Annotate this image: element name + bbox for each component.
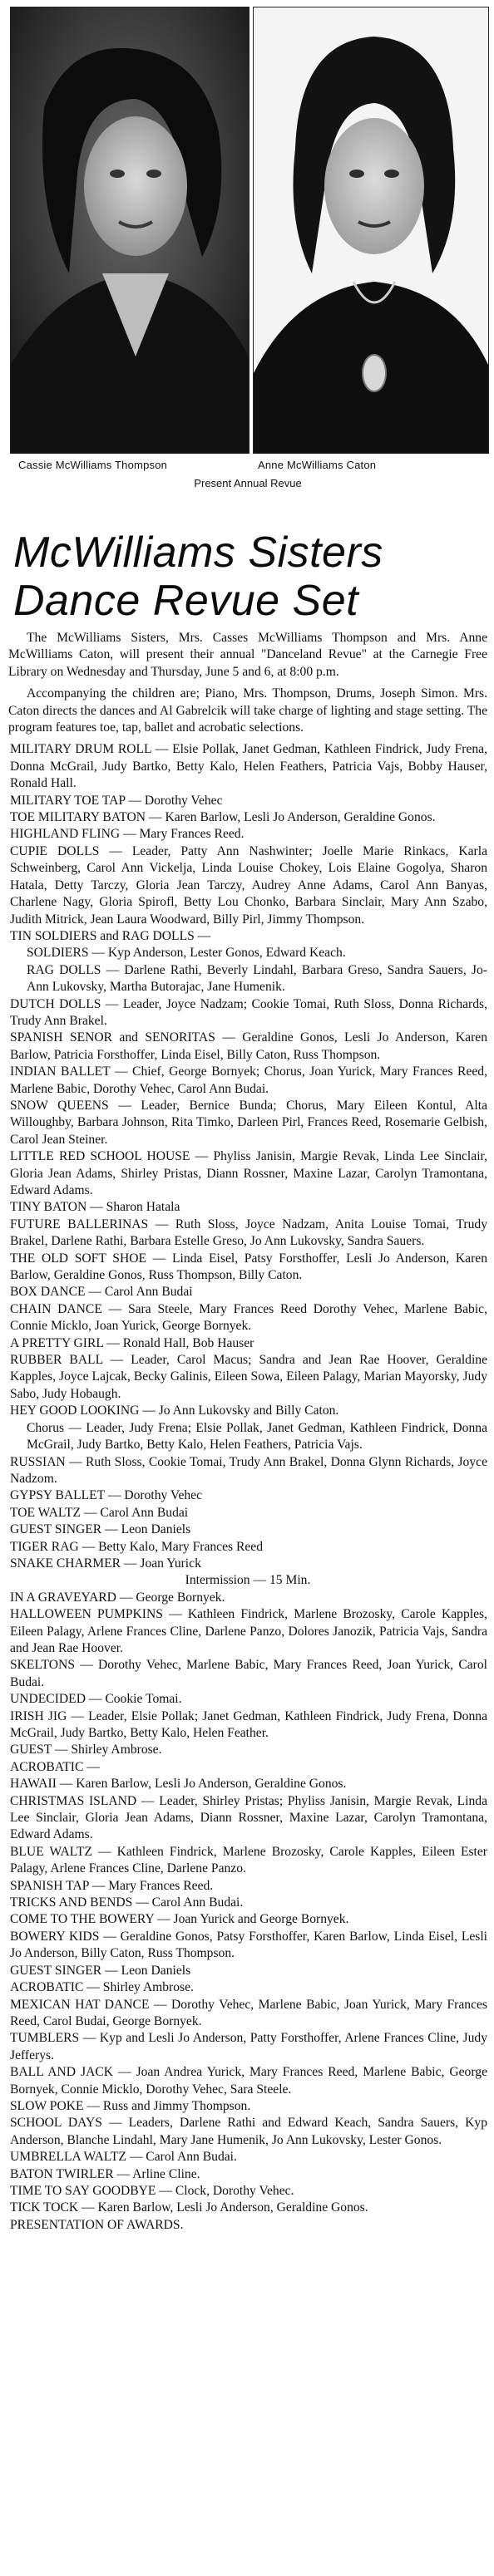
program-entry: SPANISH SENOR and SENORITAS — Geraldine Gonos, Lesli Jo Anderson, Karen Barlow, Patricia Forsthoffer, Linda Eisel, Billy Caton, Russ Thompson. xyxy=(10,1030,487,1062)
intro-paragraph: The McWilliams Sisters, Mrs. Casses McWilliams Thompson and Mrs. Anne McWilliams Caton, will present their annual "Danceland Revue" at the Carnegie Free Library on Wednesday and Thursday, June 5 and 6, at 8:00 p.m. xyxy=(8,631,487,679)
program-entry: BATON TWIRLER — Arline Cline. xyxy=(10,2166,200,2181)
portrait-image-right xyxy=(254,7,488,453)
program-entry: SOLDIERS — Kyp Anderson, Lester Gonos, Edward Keach. xyxy=(27,946,346,961)
intermission-note: Intermission — 15 Min. xyxy=(185,1573,311,1588)
program-entry: GYPSY BALLET — Dorothy Vehec xyxy=(10,1488,203,1503)
program-entry: TINY BATON — Sharon Hatala xyxy=(10,1200,180,1215)
program-entry: THE OLD SOFT SHOE — Linda Eisel, Patsy Forsthoffer, Lesli Jo Anderson, Karen Barlow, Geraldine Gonos, Russ Thompson, Billy Caton. xyxy=(10,1251,487,1283)
program-entry: CUPIE DOLLS — Leader, Patty Ann Nashwinter; Joelle Marie Rinkacs, Karla Schweinberg, Carol Ann Vickelja, Linda Louise Chokey, Lois Elaine Gogolya, Sharon Hatala, Detty Tarczy, Gloria Jean Tarczy, Audrey Anne Adams, Carol Ann Banyas, Charlene Nagy, Gloria Spirofl, Betty Lou Chonko, Barbara Sinclair, Mary Ann Szabo, Judith Mitrick, Jean Laura Woodward, Billy Pirl, Jimmy Thompson. xyxy=(10,843,487,927)
article-body xyxy=(8,630,487,2234)
intro-paragraph: Accompanying the children are; Piano, Mrs. Thompson, Drums, Joseph Simon. Mrs. Caton directs the dances and Al Gabrelcik will take charge of lighting and stage setting. The program features toe, tap, ballet and acrobatic selections. xyxy=(8,686,487,735)
program-entry: SLOW POKE — Russ and Jimmy Thompson. xyxy=(10,2098,251,2113)
program-entry: HEY GOOD LOOKING — Jo Ann Lukovsky and Billy Caton. xyxy=(10,1404,339,1418)
program-entry: TOE WALTZ — Carol Ann Budai xyxy=(10,1505,189,1520)
portrait-image-left xyxy=(11,7,249,453)
program-entry: CHRISTMAS ISLAND — Leader, Shirley Pristas; Phyliss Janisin, Margie Revak, Linda Lee Sinclair, Gloria Jean Adams, Diann Rossner, Maxine Lazar, Carolyn Tramontana, Edward Adams. xyxy=(10,1793,487,1842)
program-entry: TOE MILITARY BATON — Karen Barlow, Lesli Jo Anderson, Geraldine Gonos. xyxy=(10,810,436,825)
program-entry: SPANISH TAP — Mary Frances Reed. xyxy=(10,1878,214,1893)
program-entry: LITTLE RED SCHOOL HOUSE — Phyliss Janisin, Margie Revak, Linda Lee Sinclair, Gloria Jean Adams, Shirley Pristas, Diann Rossner, Maxine Lazar, Carolyn Tramontana, Edward Adams. xyxy=(10,1149,487,1197)
caption-left: Cassie McWilliams Thompson xyxy=(18,459,168,471)
program-entry: PRESENTATION OF AWARDS. xyxy=(10,2217,184,2232)
program-entry: DUTCH DOLLS — Leader, Joyce Nadzam; Cookie Tomai, Ruth Sloss, Donna Richards, Trudy Ann Brakel. xyxy=(10,996,487,1028)
program-entry: GUEST SINGER — Leon Daniels xyxy=(10,1522,191,1537)
program-entry: ACROBATIC — Shirley Ambrose. xyxy=(10,1980,194,1995)
portrait-photo-anne xyxy=(253,7,489,454)
program-entry: GUEST SINGER — Leon Daniels xyxy=(10,1963,191,1978)
program-entry: SCHOOL DAYS — Leaders, Darlene Rathi and Edward Keach, Sandra Sauers, Kyp Anderson, Blanche Lindahl, Mary Jane Humenik, Jo Ann Lukovsky, Lester Gonos. xyxy=(10,2116,487,2147)
program-entry: BLUE WALTZ — Kathleen Findrick, Marlene Brozosky, Carole Kapples, Eileen Ester Palagy, Arlene Frances Cline, Darlene Panzo. xyxy=(10,1844,487,1876)
program-entry: TIME TO SAY GOODBYE — Clock, Dorothy Vehec. xyxy=(10,2183,294,2198)
program-entry: TIN SOLDIERS and RAG DOLLS — xyxy=(10,928,211,943)
caption-right: Anne McWilliams Caton xyxy=(258,459,377,471)
program-entry: CHAIN DANCE — Sara Steele, Mary Frances Reed Dorothy Vehec, Marlene Babic, Connie Micklo, Joan Yurick, George Bornyek. xyxy=(10,1301,487,1334)
program-entry: RUBBER BALL — Leader, Carol Macus; Sandra and Jean Rae Hoover, Geraldine Kapples, Joyce Lajcak, Becky Galinis, Eileen Sowa, Eileen Palagy, Marian Mayorsky, Judy Sabo, Judy Hobaugh. xyxy=(10,1353,487,1401)
headline-line-2: Dance Revue Set xyxy=(13,577,359,625)
program-entry: BALL AND JACK — Joan Andrea Yurick, Mary Frances Reed, Marlene Babic, George Bornyek, Connie Micklo, Dorothy Vehec, Sara Steele. xyxy=(10,2065,487,2097)
program-entry: Chorus — Leader, Judy Frena; Elsie Pollak, Janet Gedman, Kathleen Findrick, Donna McGrail, Judy Bartko, Betty Kalo, Helen Feathers, Patricia Vajs. xyxy=(27,1420,487,1453)
program-entry: MILITARY TOE TAP — Dorothy Vehec xyxy=(10,793,223,808)
program-entry: GUEST — Shirley Ambrose. xyxy=(10,1743,162,1757)
program-entry: A PRETTY GIRL — Ronald Hall, Bob Hauser xyxy=(10,1335,254,1350)
program-entry: HIGHLAND FLING — Mary Frances Reed. xyxy=(10,827,245,842)
program-entry: IRISH JIG — Leader, Elsie Pollak; Janet Gedman, Kathleen Findrick, Judy Frena, Donna McGrail, Judy Bartko, Betty Kalo, Helen Feather. xyxy=(10,1708,487,1740)
program-entry: INDIAN BALLET — Chief, George Bornyek; Chorus, Joan Yurick, Mary Frances Reed, Marlene Babic, Dorothy Vehec, Carol Ann Budai. xyxy=(10,1064,487,1096)
program-entry: TRICKS AND BENDS — Carol Ann Budai. xyxy=(10,1895,244,1910)
program-entry: HALLOWEEN PUMPKINS — Kathleen Findrick, Marlene Brozosky, Carole Kapples, Eileen Palagy, Arlene Frances Cline, Darlene Panzo, Dolores Janozik, Patricia Vajs, Sandra and Jean Rae Hoover. xyxy=(10,1607,487,1655)
program-entry: RUSSIAN — Ruth Sloss, Cookie Tomai, Trudy Ann Brakel, Donna Glynn Richards, Joyce Nadzom. xyxy=(10,1454,487,1486)
program-entry: TUMBLERS — Kyp and Lesli Jo Anderson, Patty Forsthoffer, Arlene Frances Cline, Judy Jefferys. xyxy=(10,2031,487,2062)
program-entry: SKELTONS — Dorothy Vehec, Marlene Babic, Mary Frances Reed, Joan Yurick, Carol Budai. xyxy=(10,1658,487,1689)
program-entry: FUTURE BALLERINAS — Ruth Sloss, Joyce Nadzam, Anita Louise Tomai, Trudy Brakel, Darlene Rathi, Barbara Estelle Greso, Jo Ann Lukovsky, Sandra Sauers. xyxy=(10,1217,487,1249)
program-entry: SNAKE CHARMER — Joan Yurick xyxy=(10,1556,201,1571)
program-entry: BOWERY KIDS — Geraldine Gonos, Patsy Forsthoffer, Karen Barlow, Linda Eisel, Lesli Jo Anderson, Billy Caton, Russ Thompson. xyxy=(10,1929,487,1961)
program-entry: TICK TOCK — Karen Barlow, Lesli Jo Anderson, Geraldine Gonos. xyxy=(10,2200,368,2215)
program-entry: TIGER RAG — Betty Kalo, Mary Frances Reed xyxy=(10,1539,264,1554)
photo-section xyxy=(8,0,487,497)
program-entry: SNOW QUEENS — Leader, Bernice Bunda; Chorus, Mary Eileen Kontul, Alta Willoughby, Barbara Johnson, Rita Timko, Darleen Pirl, Frances Reed, Rosemarie Gelbish, Carol Jean Steiner. xyxy=(10,1098,487,1147)
caption-subtitle: Present Annual Revue xyxy=(194,477,302,489)
program-entry: MILITARY DRUM ROLL — Elsie Pollak, Janet Gedman, Kathleen Findrick, Judy Frena, Donna McGrail, Judy Bartko, Betty Kalo, Helen Feathers, Patricia Vajs, Bobby Hauser, Ronald Hall. xyxy=(10,742,487,791)
program-entry: RAG DOLLS — Darlene Rathi, Beverly Lindahl, Barbara Greso, Sandra Sauers, Jo-Ann Lukovsky, Martha Butorajac, Jane Humenik. xyxy=(27,962,487,995)
program-entry: COME TO THE BOWERY — Joan Yurick and George Bornyek. xyxy=(10,1912,349,1927)
program-entry: IN A GRAVEYARD — George Bornyek. xyxy=(10,1590,225,1605)
headline xyxy=(8,528,487,625)
headline-line-1: McWilliams Sisters xyxy=(13,528,383,577)
program-entry: HAWAII — Karen Barlow, Lesli Jo Anderson, Geraldine Gonos. xyxy=(10,1777,347,1792)
program-entry: MEXICAN HAT DANCE — Dorothy Vehec, Marlene Babic, Joan Yurick, Mary Frances Reed, Carol Budai, George Bornyek. xyxy=(10,1997,487,2028)
program-entry: UMBRELLA WALTZ — Carol Ann Budai. xyxy=(10,2150,237,2165)
program-entry: UNDECIDED — Cookie Tomai. xyxy=(10,1692,182,1707)
program-entry: BOX DANCE — Carol Ann Budai xyxy=(10,1285,193,1300)
program-entry: ACROBATIC — xyxy=(10,1759,100,1774)
portrait-photo-cassie xyxy=(10,7,249,454)
program-list xyxy=(8,741,487,2234)
